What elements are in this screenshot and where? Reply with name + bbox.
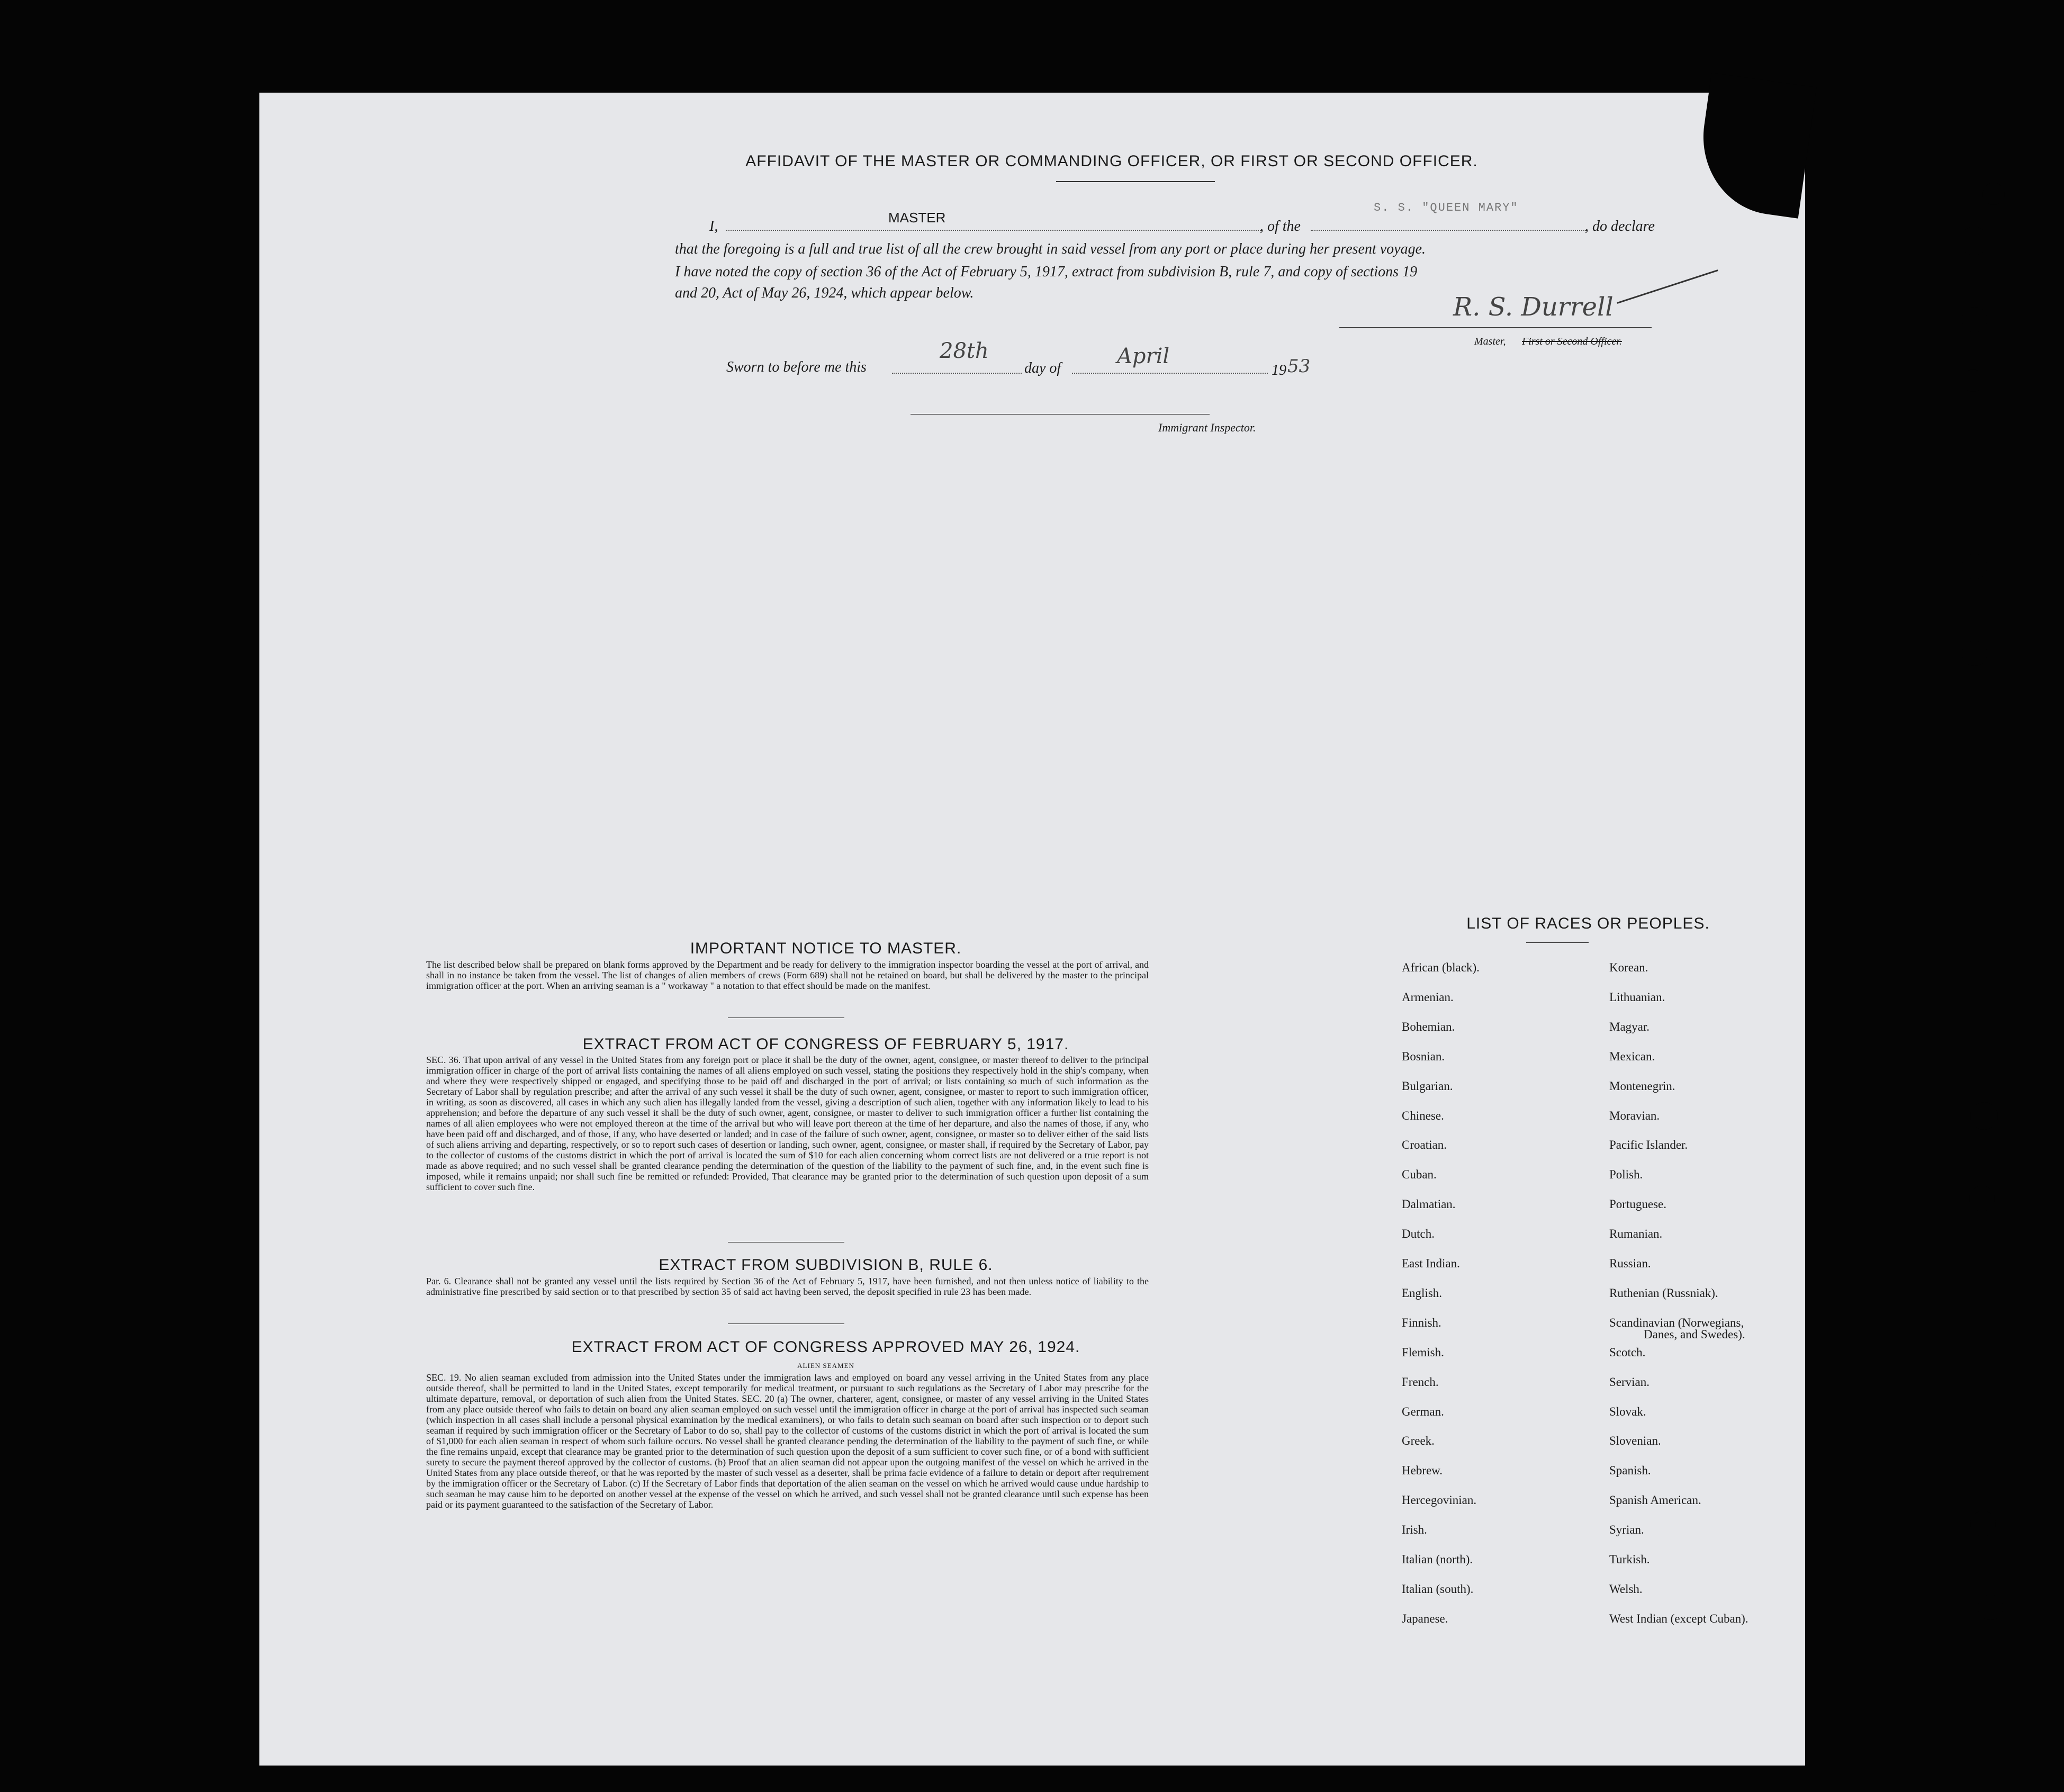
race-entry: Bulgarian.	[1402, 1079, 1453, 1093]
race-entry: Hercegovinian.	[1402, 1493, 1477, 1507]
vessel-name: S. S. "QUEEN MARY"	[1374, 201, 1519, 214]
of-the-label: , of the	[1260, 218, 1301, 235]
day-of-label: day of	[1024, 360, 1061, 376]
subdivision-title: EXTRACT FROM SUBDIVISION B, RULE 6.	[659, 1256, 993, 1274]
race-entry: Bosnian.	[1402, 1049, 1445, 1063]
race-entry: African (black).	[1402, 961, 1480, 974]
punch-hole	[1970, 1102, 1998, 1130]
notice-text: The list described below shall be prepared on blank forms approved by the Department and be ready for delivery to the immigration inspector boarding the vessel at the port of arrival, and shall in no instance be taken from the vessel. The list of changes of alien members of crews (Form 689) shall not be retained on board, but shall be delivered by the master to the principal immigration officer at the port. When an arriving seaman is a " workaway " a notation to that effect should be made on the manifest.	[426, 959, 1149, 991]
affidavit-body-3: and 20, Act of May 26, 1924, which appear below.	[675, 285, 974, 301]
affidavit-body-1: that the foregoing is a full and true list of all the crew brought in said vessel from any port or place during her present voyage.	[675, 241, 1426, 257]
race-entry: Servian.	[1609, 1375, 1650, 1389]
punch-hole	[1970, 1511, 1996, 1536]
race-entry: Ruthenian (Russniak).	[1609, 1286, 1718, 1300]
punch-hole	[1982, 183, 2005, 205]
punch-hole	[1962, 307, 1987, 332]
declarant-line	[726, 230, 1261, 231]
race-entry: Moravian.	[1609, 1109, 1660, 1122]
punch-hole	[1962, 370, 1984, 392]
race-entry: Bohemian.	[1402, 1020, 1455, 1033]
race-entry: Greek.	[1402, 1434, 1435, 1448]
race-entry: Croatian.	[1402, 1138, 1447, 1152]
race-entry: French.	[1402, 1375, 1439, 1389]
race-entry: Slovak.	[1609, 1404, 1646, 1418]
signature-caption-struck: First or Second Officer.	[1522, 336, 1622, 347]
race-entry: Polish.	[1609, 1168, 1643, 1182]
extract-1917-text: SEC. 36. That upon arrival of any vessel in the United States from any foreign port or place it shall be the duty of the owner, agent, consignee, or master thereof to deliver to the principal immigration officer in charge of the port of arrival lists containing the names of all aliens employed on such vessel, stating the positions they respectively hold in the ship's company, when and where they were respectively shipped or engaged, and specifying those to be paid off and discharged in the port of arrival; or lists containing so much of such information as the Secretary of Labor shall by regulation prescribe; and after the arrival of any such vessel it shall be the duty of such owner, agent, consignee, or master to report to such immigration officer, in writing, as soon as discovered, all cases in which any such alien has illegally landed from the vessel, giving a description of such alien, together with any information likely to lead to his apprehension; and before the departure of any such vessel it shall be the duty of such owner, agent, consignee, or master to deliver to such immigration officer a further list containing the names of all alien employees who were not employed thereon at the time of the arrival but who will leave port thereon at the time of her departure, and also the names of those, if any, who have been paid off and discharged, and of those, if any, who have deserted or landed; and in case of the failure of such owner, agent, consignee, or master so to deliver either of the said lists of such aliens arriving and departing, respectively, or so to report such cases of desertion or landing, such owner, agent, consignee, or master shall, if required by the Secretary of Labor, pay to the collector of customs of the customs district in which the port of arrival is located the sum of $10 for each alien concerning whom correct lists are not delivered or a true report is not made as above required; and no such vessel shall be granted clearance pending the determination of the question of the liability to the payment of such fine, and, in the event such fine is imposed, while it remains unpaid; nor shall such fine be remitted or refunded: Provided, That clearance may be granted prior to the determination of such question upon deposit of a sum sufficient to cover such fine.	[426, 1055, 1149, 1192]
race-entry: Montenegrin.	[1609, 1079, 1675, 1093]
race-entry: Dalmatian.	[1402, 1197, 1456, 1211]
race-entry: West Indian (except Cuban).	[1609, 1611, 1748, 1625]
subdivision-text: Par. 6. Clearance shall not be granted any vessel until the lists required by Section 36 of the Act of February 5, 1917, have been furnished, and not then unless notice of liability to the administrative fine prescribed by said section or to that prescribed by section 35 of said act having been served, the deposit specified in rule 23 has been made.	[426, 1276, 1149, 1297]
year-prefix: 19	[1272, 362, 1286, 379]
race-continuation: Danes, and Swedes).	[1644, 1328, 1745, 1341]
extract-1917-title: EXTRACT FROM ACT OF CONGRESS OF FEBRUARY 5, 1917.	[582, 1035, 1069, 1053]
title-underline	[1056, 181, 1215, 182]
master-signature: R. S. Durrell	[1453, 292, 1614, 322]
year-suffix: 53	[1287, 356, 1311, 377]
affidavit-title: AFFIDAVIT OF THE MASTER OR COMMANDING OFFICER, OR FIRST OR SECOND OFFICER.	[745, 152, 1478, 170]
sworn-day: 28th	[940, 339, 989, 363]
race-entry: Italian (south).	[1402, 1582, 1474, 1596]
punch-hole	[1969, 1186, 1995, 1211]
race-entry: Spanish.	[1609, 1464, 1651, 1478]
race-entry: Slovenian.	[1609, 1434, 1661, 1448]
race-entry: Chinese.	[1402, 1109, 1444, 1122]
punch-hole	[1962, 554, 1987, 579]
race-entry: Lithuanian.	[1609, 990, 1665, 1004]
extract-1924-title: EXTRACT FROM ACT OF CONGRESS APPROVED MAY 26, 1924.	[571, 1338, 1080, 1356]
extract-1924-subhead: ALIEN SEAMEN	[797, 1362, 854, 1370]
race-entry: Irish.	[1402, 1523, 1427, 1537]
signature-line	[1339, 327, 1652, 328]
extract-1924-text: SEC. 19. No alien seaman excluded from admission into the United States under the immigration laws and employed on board any vessel arriving in the United States from any place outside thereof, shall be permitted to land in the United States, except temporarily for medical treatment, or pursuant to such regulations as the Secretary of Labor may prescribe for the ultimate departure, removal, or deportation of such alien from the United States. SEC. 20 (a) The owner, charterer, agent, consignee, or master of any vessel arriving in the United States from any place outside thereof who fails to detain on board any alien seaman employed on such vessel until the immigration officer in charge at the port of arrival has inspected such seaman (which inspection in all cases shall include a personal physical examination by the medical examiners), or who fails to detain such seaman on board after such inspection or to deport such seaman if required by such immigration officer or the Secretary of Labor to do so, shall pay to the collector of customs of the customs district in which the port of arrival is located the sum of $1,000 for each alien seaman in respect of whom such failure occurs. No vessel shall be granted clearance pending the determination of the liability to the payment of such fine, or while the fine remains unpaid, except that clearance may be granted prior to the determination of such question upon the deposit of a sum sufficient to cover such fine, or of a bond with sufficient surety to secure the payment thereof approved by the collector of customs. (b) Proof that an alien seaman did not appear upon the outgoing manifest of the vessel on which he arrived in the United States from any place outside thereof, or that he was reported by the master of such vessel as a deserter, shall be prima facie evidence of a failure to detain or deport after requirement by the immigration officer or the Secretary of Labor. (c) If the Secretary of Labor finds that deportation of the alien seaman on the vessel on which he arrived would cause undue hardship to such seaman he may cause him to be deported on another vessel at the expense of the vessel on which he arrived, and such vessel shall not be granted clearance until such expense has been paid or its payment guaranteed to the satisfaction of the Secretary of Labor.	[426, 1372, 1149, 1510]
extract-1924-divider	[728, 1323, 844, 1324]
race-entry: Flemish.	[1402, 1345, 1444, 1359]
race-entry: Mexican.	[1609, 1049, 1655, 1063]
vessel-line	[1311, 230, 1586, 231]
race-entry: Rumanian.	[1609, 1227, 1663, 1241]
races-title-underline	[1526, 942, 1589, 943]
sworn-day-line	[892, 373, 1022, 374]
notice-divider	[728, 1017, 844, 1018]
inspector-caption: Immigrant Inspector.	[1158, 421, 1256, 434]
race-entry: Magyar.	[1609, 1020, 1650, 1033]
race-entry: Armenian.	[1402, 990, 1454, 1004]
sworn-month-line	[1072, 373, 1268, 374]
race-entry: Korean.	[1609, 961, 1648, 974]
notice-title: IMPORTANT NOTICE TO MASTER.	[690, 940, 962, 957]
race-entry: Spanish American.	[1609, 1493, 1701, 1507]
signature-caption-master: Master,	[1474, 336, 1506, 347]
affidavit-body-2: I have noted the copy of section 36 of the Act of February 5, 1917, extract from subdivision B, rule 7, and copy of sections 19	[675, 264, 1418, 280]
race-entry: Italian (north).	[1402, 1553, 1473, 1566]
punch-hole	[1960, 227, 1988, 255]
punch-hole	[1962, 641, 1987, 666]
races-title: LIST OF RACES OR PEOPLES.	[1466, 915, 1710, 932]
declarant-label: I,	[709, 218, 718, 235]
sworn-month: April	[1117, 344, 1170, 368]
race-entry: Welsh.	[1609, 1582, 1643, 1596]
race-entry: Pacific Islander.	[1609, 1138, 1688, 1152]
sworn-label: Sworn to before me this	[726, 359, 867, 375]
race-entry: Syrian.	[1609, 1523, 1644, 1537]
do-declare-label: , do declare	[1585, 218, 1655, 235]
race-entry: Portuguese.	[1609, 1197, 1666, 1211]
race-entry: Dutch.	[1402, 1227, 1435, 1241]
race-entry: Hebrew.	[1402, 1464, 1443, 1478]
declarant-name: MASTER	[888, 210, 946, 226]
race-entry: German.	[1402, 1404, 1444, 1418]
race-entry: English.	[1402, 1286, 1443, 1300]
race-entry: Turkish.	[1609, 1553, 1650, 1566]
race-entry: East Indian.	[1402, 1257, 1460, 1270]
race-entry: Russian.	[1609, 1257, 1651, 1270]
race-entry: Scotch.	[1609, 1345, 1646, 1359]
inspector-line	[911, 414, 1210, 415]
race-entry: Finnish.	[1402, 1316, 1441, 1329]
race-entry: Scandinavian (Norwegians,	[1609, 1316, 1744, 1329]
punch-hole	[1978, 1595, 2003, 1620]
race-entry: Cuban.	[1402, 1168, 1437, 1182]
race-entry: Japanese.	[1402, 1611, 1448, 1625]
